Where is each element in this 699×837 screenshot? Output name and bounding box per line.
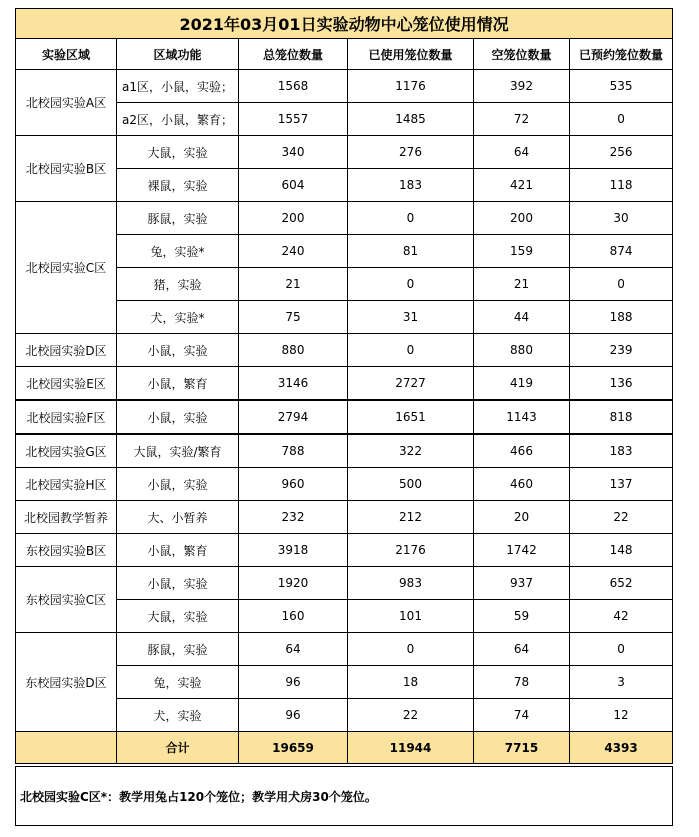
- function-cell: 大、小暂养: [117, 501, 239, 534]
- empty-cell: 59: [474, 600, 570, 633]
- empty-cell: 64: [474, 633, 570, 666]
- empty-cell: 74: [474, 699, 570, 732]
- area-cell: 北校园实验F区: [16, 400, 117, 434]
- area-cell: 北校园实验E区: [16, 367, 117, 401]
- used-cell: 500: [348, 468, 474, 501]
- empty-cell: 200: [474, 202, 570, 235]
- function-cell: 兔，实验*: [117, 235, 239, 268]
- area-cell: 北校园实验D区: [16, 334, 117, 367]
- table-row: [16, 136, 673, 169]
- empty-cell: 159: [474, 235, 570, 268]
- total-cell: 200: [239, 202, 348, 235]
- total-cell: 788: [239, 434, 348, 468]
- header-row: [16, 39, 673, 70]
- reserved-cell: 874: [570, 235, 673, 268]
- empty-cell: 421: [474, 169, 570, 202]
- reserved-cell: 136: [570, 367, 673, 401]
- area-cell: 东校园实验B区: [16, 534, 117, 567]
- table-row: [16, 567, 673, 600]
- used-cell: 1651: [348, 400, 474, 434]
- header-total: 总笼位数量: [239, 39, 348, 70]
- used-cell: 2727: [348, 367, 474, 401]
- empty-cell: 392: [474, 70, 570, 103]
- used-cell: 31: [348, 301, 474, 334]
- empty-cell: 1143: [474, 400, 570, 434]
- used-cell: 0: [348, 268, 474, 301]
- used-cell: 322: [348, 434, 474, 468]
- used-cell: 983: [348, 567, 474, 600]
- table-row: [16, 633, 673, 666]
- empty-cell: 44: [474, 301, 570, 334]
- used-cell: 276: [348, 136, 474, 169]
- table-row: [16, 202, 673, 235]
- reserved-cell: 818: [570, 400, 673, 434]
- cage-usage-sheet: [15, 8, 672, 826]
- reserved-cell: 652: [570, 567, 673, 600]
- cage-usage-table: [15, 8, 673, 826]
- function-cell: 豚鼠，实验: [117, 202, 239, 235]
- reserved-cell: 148: [570, 534, 673, 567]
- total-cell: 960: [239, 468, 348, 501]
- area-cell: 北校园实验H区: [16, 468, 117, 501]
- footnote: 北校园实验C区*：教学用兔占120个笼位；教学用犬房30个笼位。: [16, 767, 673, 826]
- total-cell: 160: [239, 600, 348, 633]
- reserved-cell: 183: [570, 434, 673, 468]
- table-row: [16, 534, 673, 567]
- area-cell: 东校园实验D区: [16, 633, 117, 732]
- reserved-cell: 0: [570, 103, 673, 136]
- function-cell: 大鼠，实验/繁育: [117, 434, 239, 468]
- area-cell: 北校园实验G区: [16, 434, 117, 468]
- table-title: 2021年03月01日实验动物中心笼位使用情况: [16, 9, 673, 39]
- reserved-cell: 30: [570, 202, 673, 235]
- reserved-cell: 22: [570, 501, 673, 534]
- total-cell: 232: [239, 501, 348, 534]
- function-cell: a2区，小鼠，繁育；: [117, 103, 239, 136]
- used-cell: 212: [348, 501, 474, 534]
- empty-cell: 78: [474, 666, 570, 699]
- used-cell: 22: [348, 699, 474, 732]
- total-cell: 3146: [239, 367, 348, 401]
- header-empty: 空笼位数量: [474, 39, 570, 70]
- used-cell: 0: [348, 334, 474, 367]
- total-cell: 880: [239, 334, 348, 367]
- total-cell: 75: [239, 301, 348, 334]
- used-cell: 1176: [348, 70, 474, 103]
- empty-cell: 937: [474, 567, 570, 600]
- table-row: [16, 334, 673, 367]
- reserved-cell: 137: [570, 468, 673, 501]
- empty-cell: 21: [474, 268, 570, 301]
- used-cell: 0: [348, 633, 474, 666]
- total-row: [16, 732, 673, 764]
- area-cell: 东校园实验C区: [16, 567, 117, 633]
- used-cell: 101: [348, 600, 474, 633]
- total-cell: 21: [239, 268, 348, 301]
- reserved-cell: 535: [570, 70, 673, 103]
- empty-cell: 419: [474, 367, 570, 401]
- table-row: [16, 501, 673, 534]
- empty-cell: 72: [474, 103, 570, 136]
- area-cell: 北校园实验C区: [16, 202, 117, 334]
- total-cell: 3918: [239, 534, 348, 567]
- total-cell: 1920: [239, 567, 348, 600]
- function-cell: 小鼠，实验: [117, 567, 239, 600]
- function-cell: 豚鼠，实验: [117, 633, 239, 666]
- empty-cell: 880: [474, 334, 570, 367]
- header-area: 实验区域: [16, 39, 117, 70]
- reserved-cell: 239: [570, 334, 673, 367]
- table-row: [16, 400, 673, 434]
- table-row: [16, 367, 673, 401]
- total-cell: 340: [239, 136, 348, 169]
- used-cell: 18: [348, 666, 474, 699]
- total-cell: 96: [239, 699, 348, 732]
- total-cell: 604: [239, 169, 348, 202]
- total-label: 合计: [117, 732, 239, 764]
- area-cell: 北校园实验B区: [16, 136, 117, 202]
- function-cell: 猪，实验: [117, 268, 239, 301]
- area-cell: 北校园实验A区: [16, 70, 117, 136]
- reserved-cell: 42: [570, 600, 673, 633]
- function-cell: 裸鼠，实验: [117, 169, 239, 202]
- header-function: 区域功能: [117, 39, 239, 70]
- total-cell: 1568: [239, 70, 348, 103]
- table-row: [16, 434, 673, 468]
- reserved-cell: 0: [570, 633, 673, 666]
- note-row: [16, 767, 673, 826]
- function-cell: 小鼠，繁育: [117, 534, 239, 567]
- used-cell: 1485: [348, 103, 474, 136]
- total-used-cell: 11944: [348, 732, 474, 764]
- empty-cell: 64: [474, 136, 570, 169]
- used-cell: 0: [348, 202, 474, 235]
- empty-cell: 1742: [474, 534, 570, 567]
- total-cell: 1557: [239, 103, 348, 136]
- table-row: [16, 468, 673, 501]
- function-cell: 大鼠，实验: [117, 136, 239, 169]
- total-empty-cell: 7715: [474, 732, 570, 764]
- reserved-cell: 256: [570, 136, 673, 169]
- function-cell: 犬，实验: [117, 699, 239, 732]
- reserved-cell: 0: [570, 268, 673, 301]
- empty-cell: 20: [474, 501, 570, 534]
- reserved-cell: 188: [570, 301, 673, 334]
- reserved-cell: 3: [570, 666, 673, 699]
- table-row: [16, 70, 673, 103]
- function-cell: 犬，实验*: [117, 301, 239, 334]
- area-cell: 北校园教学暂养: [16, 501, 117, 534]
- function-cell: 小鼠，实验: [117, 400, 239, 434]
- total-cell: 240: [239, 235, 348, 268]
- empty-cell: 466: [474, 434, 570, 468]
- header-reserved: 已预约笼位数量: [570, 39, 673, 70]
- total-reserved-cell: 4393: [570, 732, 673, 764]
- function-cell: 小鼠，繁育: [117, 367, 239, 401]
- used-cell: 2176: [348, 534, 474, 567]
- function-cell: 小鼠，实验: [117, 468, 239, 501]
- total-cell: 96: [239, 666, 348, 699]
- function-cell: 小鼠，实验: [117, 334, 239, 367]
- reserved-cell: 12: [570, 699, 673, 732]
- total-cell: 64: [239, 633, 348, 666]
- used-cell: 81: [348, 235, 474, 268]
- used-cell: 183: [348, 169, 474, 202]
- total-total-cell: 19659: [239, 732, 348, 764]
- title-row: [16, 9, 673, 39]
- function-cell: a1区，小鼠，实验；: [117, 70, 239, 103]
- total-blank-cell: [16, 732, 117, 764]
- header-used: 已使用笼位数量: [348, 39, 474, 70]
- empty-cell: 460: [474, 468, 570, 501]
- reserved-cell: 118: [570, 169, 673, 202]
- total-cell: 2794: [239, 400, 348, 434]
- function-cell: 兔，实验: [117, 666, 239, 699]
- function-cell: 大鼠，实验: [117, 600, 239, 633]
